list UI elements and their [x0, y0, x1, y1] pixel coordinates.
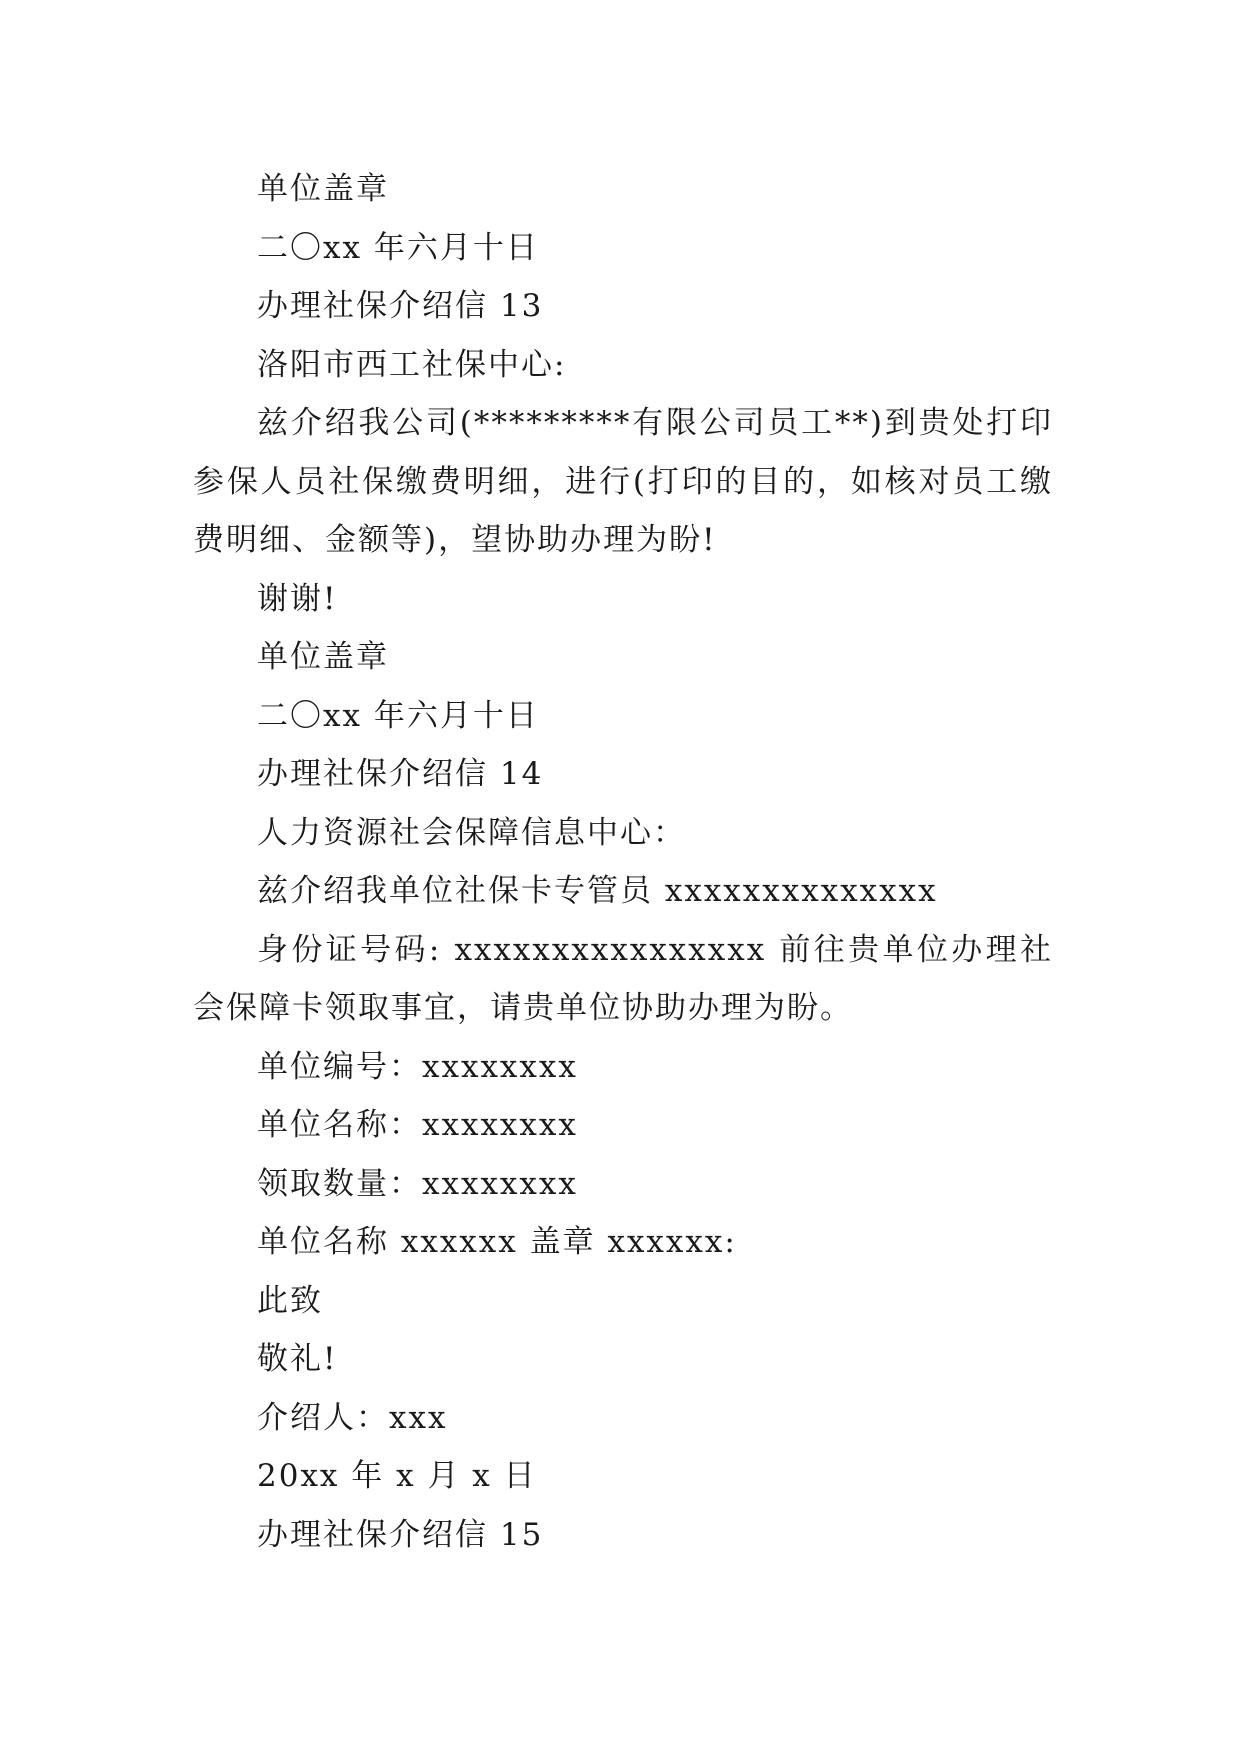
letter-heading: 办理社保介绍信 14 [257, 756, 544, 792]
date-line: 20xx 年 x 月 x 日 [257, 1458, 537, 1494]
date-line: 二〇xx 年六月十日 [257, 697, 539, 734]
seal-line: 单位盖章 [257, 171, 389, 207]
date-line: 二〇xx 年六月十日 [257, 229, 539, 266]
unit-name-line: 单位名称：xxxxxxxx [257, 1107, 578, 1143]
letter-heading: 办理社保介绍信 13 [257, 288, 544, 324]
letter-heading: 办理社保介绍信 15 [257, 1516, 544, 1553]
closing-line: 此致 [257, 1282, 323, 1319]
recipient-line: 人力资源社会保障信息中心： [257, 814, 686, 851]
unit-number-line: 单位编号：xxxxxxxx [257, 1048, 578, 1085]
body-paragraph: 身份证号码: xxxxxxxxxxxxxxxx 前往贵单位办理社会保障卡领取事宜，请贵单位协助办理为盼。 [193, 931, 1053, 1026]
salutation-line: 敬礼! [257, 1341, 338, 1377]
recipient-line: 洛阳市西工社保中心: [257, 346, 567, 383]
seal-line: 单位盖章 [257, 639, 389, 675]
introducer-line: 介绍人：xxx [257, 1399, 448, 1436]
thanks-line: 谢谢! [257, 580, 338, 617]
body-paragraph: 兹介绍我公司(*********有限公司员工**)到贵处打印参保人员社保缴费明细，进行(打印的目的，如核对员工缴费明细、金额等)，望协助办理为盼! [193, 405, 1053, 558]
body-line: 兹介绍我单位社保卡专管员 xxxxxxxxxxxxxx [257, 873, 938, 909]
quantity-line: 领取数量：xxxxxxxx [257, 1165, 578, 1202]
unit-seal-line: 单位名称 xxxxxx 盖章 xxxxxx: [257, 1224, 737, 1260]
document-body [193, 160, 1053, 1564]
